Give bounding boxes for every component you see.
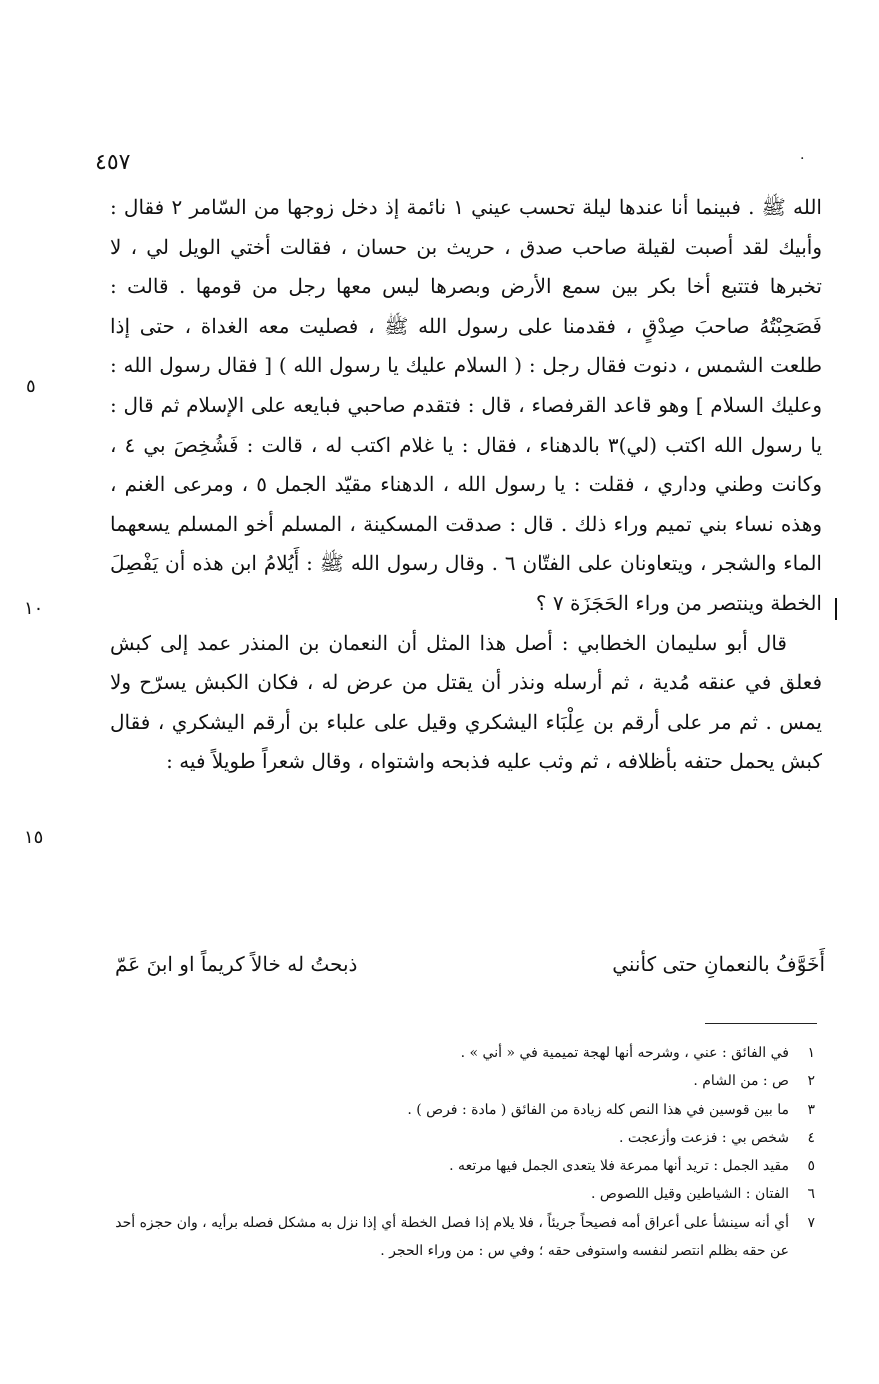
footnote-number: ٢ bbox=[807, 1073, 815, 1090]
footnote-number: ٥ bbox=[807, 1158, 815, 1175]
page-mark: . bbox=[800, 147, 805, 163]
footnote bbox=[95, 1067, 815, 1095]
footnote bbox=[95, 1124, 815, 1152]
paragraph-1: الله ﷺ . فبينما أنا عندها ليلة تحسب عيني ١ نائمة إذ دخل زوجها من السّامر ٢ فقال : وأبيك لقد أصبت لقيلة صاحب صدق ، حريث بن حسان ، فقالت أختي الويل لي ، لا تخبرها فتتبع أخا بكر بين سمع الأرض وبصرها ليس معها رجل من قومها . قالت : فَصَحِبْتُهُ صاحبَ صِدْقٍ ، فقدمنا على رسول الله ﷺ ، فصليت معه الغداة ، حتى إذا طلعت الشمس ، دنوت فقال رجل : ( السلام عليك يا رسول الله ) [ فقال رسول الله : وعليك السلام ] وهو قاعد القرفصاء ، قال : فتقدم صاحبي فبايعه على الإسلام ثم قال : يا رسول الله اكتب (لي)٣ بالدهناء ، فقال : يا غلام اكتب له ، قالت : فَشُخِصَ بي ٤ ، وكانت وطني وداري ، فقلت : يا رسول الله ، الدهناء مقيّد الجمل ٥ ، ومرعى الغنم ، وهذه نساء بني تميم وراء ذلك . قال : صدقت المسكينة ، المسلم أخو المسلم يسعهما الماء والشجر ، ويتعاونان على الفتّان ٦ . وقال رسول الله ﷺ : أَيُلامُ ابن هذه أن يَفْصِلَ الخطة وينتصر من وراء الحَجَزَة ٧ ؟ bbox=[110, 195, 823, 615]
line-number-10: ١٠ bbox=[24, 598, 44, 619]
verse-first-hemistich: أَخَوَّفُ بالنعمانِ حتى كأنني bbox=[612, 952, 825, 976]
footnote-text: ما بين قوسين في هذا النص كله زيادة من الفائق ( مادة : فرص ) . bbox=[407, 1101, 789, 1118]
footnote-number: ٧ bbox=[807, 1214, 815, 1231]
paragraph-2: قال أبو سليمان الخطابي : أصل هذا المثل أن النعمان بن المنذر عمد إلى كبش فعلق في عنقه مُدية ، ثم أرسله ونذر أن يقتل من عرض له ، فكان الكبش يسرّح ولا يمس . ثم مر على أرقم بن عِلْبَاء اليشكري وقيل على علباء بن أرقم اليشكري ، فقال كبش يحمل حتفه بأظلافه ، ثم وثب عليه فذبحه واشتواه ، وقال شعراً طويلاً فيه : bbox=[110, 630, 822, 774]
footnote-text: شخص بي : فزعت وأزعجت . bbox=[619, 1129, 789, 1146]
line-number-5: ٥ bbox=[26, 376, 36, 397]
page-number: ٤٥٧ bbox=[95, 150, 131, 175]
footnote-number: ٦ bbox=[807, 1186, 815, 1203]
footnote-number: ٣ bbox=[807, 1101, 815, 1118]
footnote-text: في الفائق : عني ، وشرحه أنها لهجة تميمية في « أني » . bbox=[460, 1045, 789, 1061]
footnote bbox=[95, 1180, 815, 1208]
footnote-text: ص : من الشام . bbox=[693, 1073, 789, 1090]
footnote bbox=[95, 1096, 815, 1124]
verse-second-hemistich: ذبحتُ له خالاً كريماً او ابنَ عَمّ bbox=[115, 952, 358, 976]
footnote-number: ١ bbox=[807, 1045, 815, 1061]
footnote bbox=[95, 1209, 815, 1266]
line-number-15: ١٥ bbox=[24, 827, 44, 848]
margin-marker bbox=[835, 598, 837, 620]
footnote-number: ٤ bbox=[807, 1129, 815, 1146]
main-text bbox=[110, 188, 822, 782]
footnotes bbox=[95, 1039, 815, 1265]
footnote bbox=[95, 1039, 815, 1067]
footnote-text: الفتان : الشياطين وقيل اللصوص . bbox=[591, 1186, 789, 1203]
poetry-verse bbox=[115, 944, 825, 984]
footnote-text: أي أنه سينشأ على أعراق أمه فصيحاً جريئاً ، فلا يلام إذا فصل الخطة أي إذا نزل به مشكل فصله برأيه ، وان حجزه أحد عن حقه بظلم انتصر لنفسه واستوفى حقه ؛ وفي س : من وراء الحجر . bbox=[115, 1214, 789, 1260]
footnote-divider bbox=[705, 1023, 817, 1024]
footnote bbox=[95, 1152, 815, 1180]
footnote-text: مقيد الجمل : تريد أنها ممرعة فلا يتعدى الجمل فيها مرتعه . bbox=[449, 1158, 789, 1175]
